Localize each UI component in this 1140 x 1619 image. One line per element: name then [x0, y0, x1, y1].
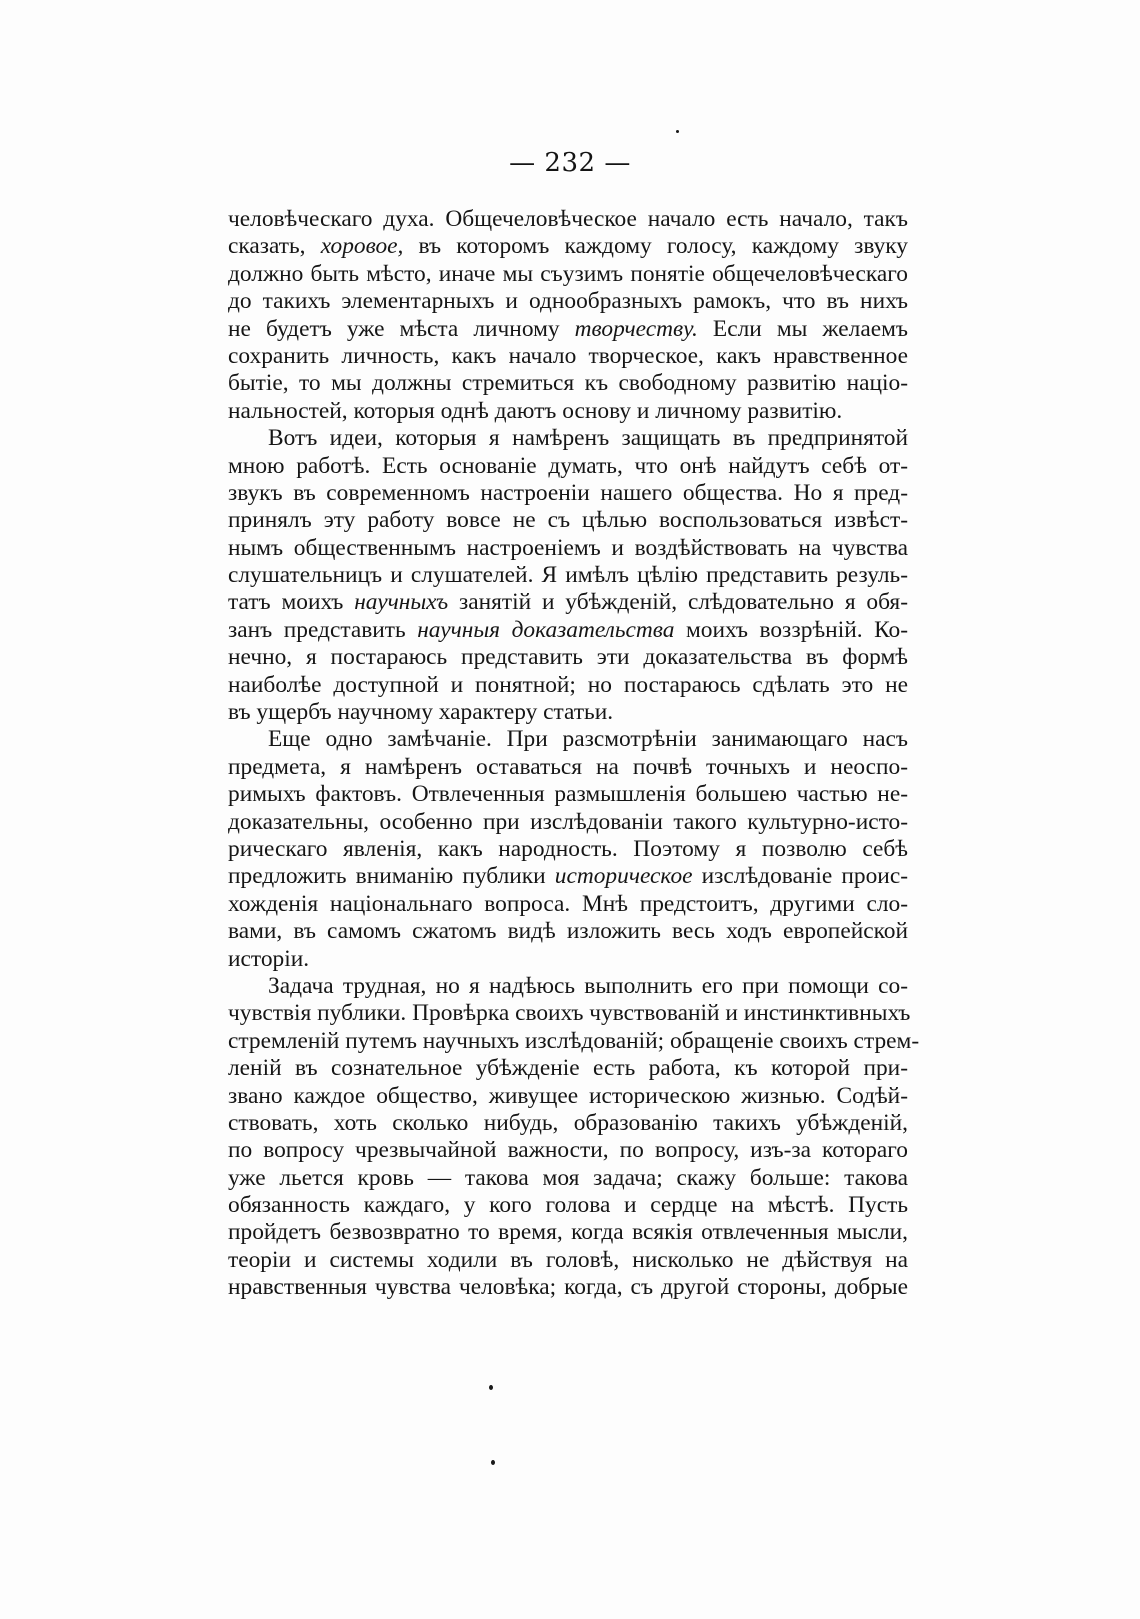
print-speck — [491, 1460, 495, 1465]
text-line — [228, 918, 908, 945]
text-line — [228, 261, 908, 288]
text-run: Еще одно замѣчаніе. При разсмотрѣніи занимающаго насъ — [268, 726, 908, 753]
italic-text: творчеству. — [574, 315, 698, 342]
text-line — [228, 836, 908, 863]
print-speck — [489, 1385, 493, 1390]
text-line — [228, 863, 908, 890]
text-line — [228, 589, 908, 616]
text-run: принялъ эту работу вовсе не съ цѣлью воспользоваться извѣст- — [228, 507, 908, 534]
text-run: рическаго явленія, какъ народность. Поэтому я позволю себѣ — [228, 835, 908, 862]
text-run: ствовать, хоть сколько нибудь, образованію такихъ убѣжденій, — [228, 1109, 908, 1136]
text-line — [228, 1000, 911, 1027]
text-run: занъ представить — [228, 616, 418, 643]
text-line — [228, 781, 908, 808]
text-line — [228, 535, 908, 562]
text-line — [228, 809, 908, 836]
text-line — [228, 1083, 908, 1110]
text-line — [228, 1165, 908, 1192]
text-run: предложить вниманію публики — [228, 863, 555, 890]
text-run: моихъ воззрѣній. Ко- — [674, 616, 909, 643]
text-run: стремленій путемъ научныхъ изслѣдованій; обращеніе своихъ стрем- — [228, 1027, 920, 1054]
text-line — [228, 946, 908, 973]
text-run: нравственныя чувства человѣка; когда, съ другой стороны, добрые — [228, 1274, 908, 1301]
text-run: до такихъ элементарныхъ и однообразныхъ рамокъ, что въ нихъ — [228, 288, 908, 315]
text-line — [228, 206, 908, 233]
text-run: уже льется кровь — такова моя задача; скажу больше: такова — [228, 1164, 908, 1191]
text-line — [228, 233, 908, 260]
text-line — [228, 617, 908, 644]
text-line — [228, 1055, 908, 1082]
text-run: нымъ общественнымъ настроеніемъ и воздѣйствовать на чувства — [228, 534, 908, 561]
body-text — [228, 206, 920, 1302]
page-number: — 232 — — [509, 148, 631, 178]
text-line — [228, 644, 908, 671]
text-line — [228, 1247, 908, 1274]
paragraph — [228, 425, 908, 726]
text-line — [228, 1219, 908, 1246]
text-run: леній въ сознательное убѣжденіе есть работа, къ которой при- — [228, 1055, 908, 1082]
text-run: звукъ въ современномъ настроеніи нашего общества. Но я пред- — [228, 479, 908, 506]
text-run: по вопросу чрезвычайной важности, по вопросу, изъ-за котораго — [228, 1137, 908, 1164]
text-run: теоріи и системы ходили въ головѣ, нисколько не дѣйствуя на — [228, 1246, 908, 1273]
text-run: въ которомъ каждому голосу, каждому звуку — [403, 233, 908, 260]
text-run: бытіе, то мы должны стремиться къ свободному развитію націо- — [228, 370, 908, 397]
text-run: хожденія національнаго вопроса. Мнѣ предстоитъ, другими сло- — [228, 890, 908, 917]
text-run: доказательны, особенно при изслѣдованіи такого культурно-исто- — [228, 808, 908, 835]
text-run: звано каждое общество, живущее историческою жизнью. Содѣй- — [228, 1082, 908, 1109]
text-run: Если мы желаемъ — [697, 315, 908, 342]
text-run: должно быть мѣсто, иначе мы съузимъ понятіе общечеловѣческаго — [228, 260, 908, 287]
text-run: занятій и убѣжденій, слѣдовательно я обя- — [448, 589, 908, 616]
paragraph — [228, 972, 920, 1302]
text-run: сказать, — [228, 233, 321, 260]
text-line — [228, 672, 908, 699]
italic-text: хоровое, — [320, 233, 404, 260]
text-run: исторіи. — [228, 945, 310, 972]
text-run: вами, въ самомъ сжатомъ видѣ изложить весь ходъ европейской — [228, 918, 908, 945]
text-run: римыхъ фактовъ. Отвлеченныя размышленія большею частью не- — [228, 781, 908, 808]
italic-text: научныя доказательства — [417, 616, 675, 643]
text-run: Задача трудная, но я надѣюсь выполнить его при помощи со- — [268, 972, 908, 999]
text-line — [228, 343, 908, 370]
text-line — [228, 1027, 920, 1055]
text-run: Вотъ идеи, которыя я намѣренъ защищать въ предпринятой — [268, 425, 908, 452]
text-line — [228, 316, 908, 343]
text-run: пройдетъ безвозвратно то время, когда всякія отвлеченныя мысли, — [228, 1219, 908, 1246]
text-line — [228, 1110, 908, 1137]
text-run: мною работѣ. Есть основаніе думать, что онѣ найдутъ себѣ от- — [228, 452, 908, 479]
text-run: изслѣдованіе проис- — [692, 863, 908, 890]
text-line — [228, 891, 908, 918]
text-line — [228, 370, 908, 397]
text-line — [228, 288, 908, 315]
text-line — [228, 726, 908, 753]
text-line — [228, 1137, 908, 1164]
print-speck — [676, 130, 679, 133]
text-line — [228, 425, 908, 452]
text-run: нальностей, которыя однѣ даютъ основу и личному развитію. — [228, 397, 843, 424]
text-run: обязанность каждаго, у кого голова и сердце на мѣстѣ. Пусть — [228, 1192, 908, 1219]
text-line — [228, 1192, 908, 1219]
text-line — [228, 973, 908, 1000]
text-run: человѣческаго духа. Общечеловѣческое начало есть начало, такъ — [228, 206, 908, 232]
text-run: нечно, я постараюсь представить эти доказательства въ формѣ — [228, 644, 908, 671]
text-line — [228, 1274, 908, 1301]
text-line — [228, 754, 908, 781]
text-run: сохранить личность, какъ начало творческое, какъ нравственное — [228, 342, 908, 369]
text-line — [228, 507, 908, 534]
text-run: предмета, я намѣренъ оставаться на почвѣ точныхъ и неоспо- — [228, 753, 908, 780]
text-run: въ ущербъ научному характеру статьи. — [228, 699, 614, 726]
text-line — [228, 453, 908, 480]
italic-text: историческое — [554, 863, 693, 890]
text-run: слушательницъ и слушателей. Я имѣлъ цѣлію представить резуль- — [228, 562, 908, 589]
text-run: татъ моихъ — [228, 589, 355, 616]
text-line — [228, 398, 908, 425]
italic-text: научныхъ — [354, 589, 449, 616]
text-run: не будетъ уже мѣста личному — [228, 315, 575, 342]
text-run: чувствія публики. Провѣрка своихъ чувствованій и инстинктивныхъ — [228, 1000, 911, 1027]
text-line — [228, 562, 908, 589]
text-line — [228, 699, 908, 726]
paragraph — [228, 206, 908, 425]
paragraph — [228, 726, 908, 973]
text-line — [228, 480, 908, 507]
text-run: наиболѣе доступной и понятной; но постараюсь сдѣлать это не — [228, 671, 908, 698]
